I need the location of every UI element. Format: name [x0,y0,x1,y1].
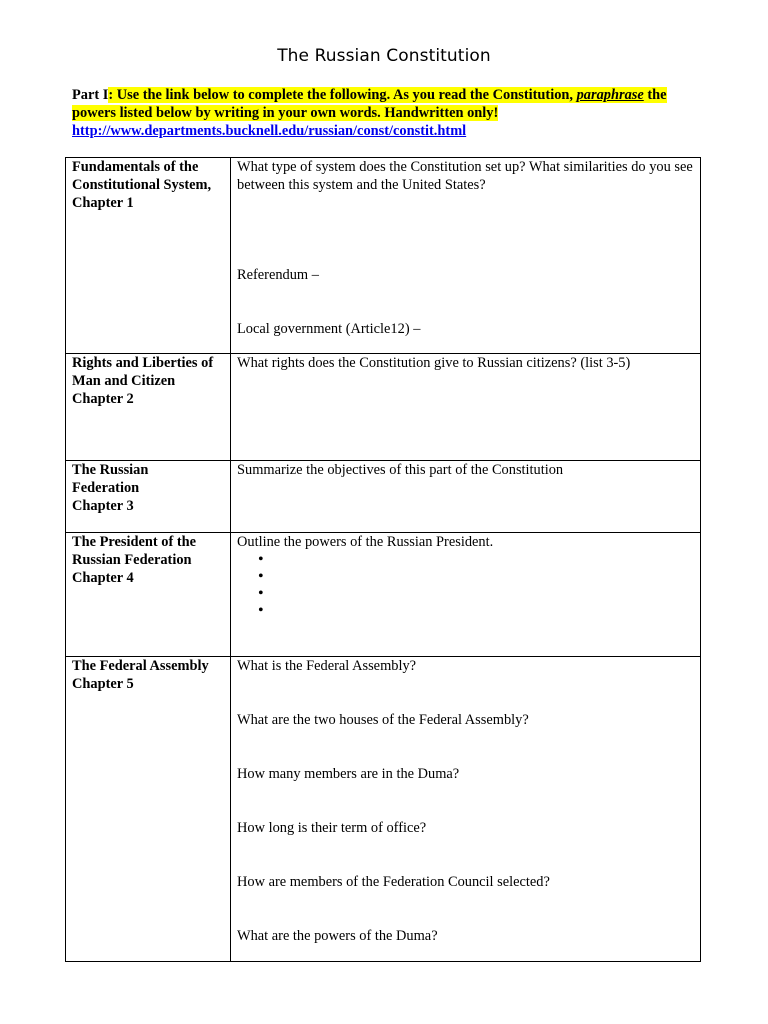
bullet-point[interactable] [258,602,694,619]
answer-cell[interactable] [231,354,701,461]
question-text: What are the powers of the Duma? [237,928,438,944]
label-line: Rights and Liberties of [72,355,214,371]
answer-cell[interactable] [231,533,701,657]
label-line: Chapter 3 [72,498,134,514]
label-line: Constitutional System, [72,177,212,193]
question-text: What rights does the Constitution give to Russian citizens? (list 3-5) [237,355,631,371]
question-text: What type of system does the Constitution set up? What similarities do you see between this system and the United States? [237,159,693,193]
question-text: How many members are in the Duma? [237,766,460,782]
label-line: Man and Citizen [72,373,176,389]
label-line: Russian Federation [72,552,192,568]
answer-cell[interactable] [231,461,701,533]
question-text: How are members of the Federation Council selected? [237,874,550,890]
table-row [66,158,701,354]
section-label [66,533,231,657]
label-line: Chapter 5 [72,676,134,692]
bullet-list [237,551,694,619]
question-text: What is the Federal Assembly? [237,658,417,674]
label-line: Federation [72,480,140,496]
label-line: Chapter 4 [72,570,134,586]
part-label: Part I [72,87,109,103]
section-label [66,657,231,962]
label-line: Chapter 1 [72,195,134,211]
answer-cell[interactable] [231,657,701,962]
bullet-point[interactable] [258,551,694,568]
label-line: The Federal Assembly [72,658,209,674]
table-row [66,533,701,657]
question-text: How long is their term of office? [237,820,427,836]
instruction-emphasis: paraphrase [576,87,644,103]
page-title: The Russian Constitution [277,46,491,66]
label-line: Chapter 2 [72,391,134,407]
question-text: Outline the powers of the Russian President. [237,534,494,550]
section-label [66,461,231,533]
instructions [72,86,700,140]
section-label [66,158,231,354]
instruction-text-before: : Use the link below to complete the following. As you read the Constitution, [108,87,577,103]
label-line: Fundamentals of the [72,159,199,175]
question-text: What are the two houses of the Federal Assembly? [237,712,529,728]
bullet-point[interactable] [258,585,694,602]
constitution-link[interactable]: http://www.departments.bucknell.edu/russian/const/constit.html [72,123,467,139]
section-label [66,354,231,461]
label-line: The President of the [72,534,197,550]
table-row [66,354,701,461]
question-text: Local government (Article12) – [237,321,421,337]
label-line: The Russian [72,462,149,478]
question-text: Summarize the objectives of this part of the Constitution [237,462,564,478]
instruction-highlight [72,87,667,121]
table-row [66,657,701,962]
bullet-point[interactable] [258,568,694,585]
answer-cell[interactable] [231,158,701,354]
table-row [66,461,701,533]
instruction-text-after: the powers listed below by writing in your own words. Handwritten only! [72,87,667,121]
question-text: Referendum – [237,267,319,283]
worksheet-table [65,157,701,962]
